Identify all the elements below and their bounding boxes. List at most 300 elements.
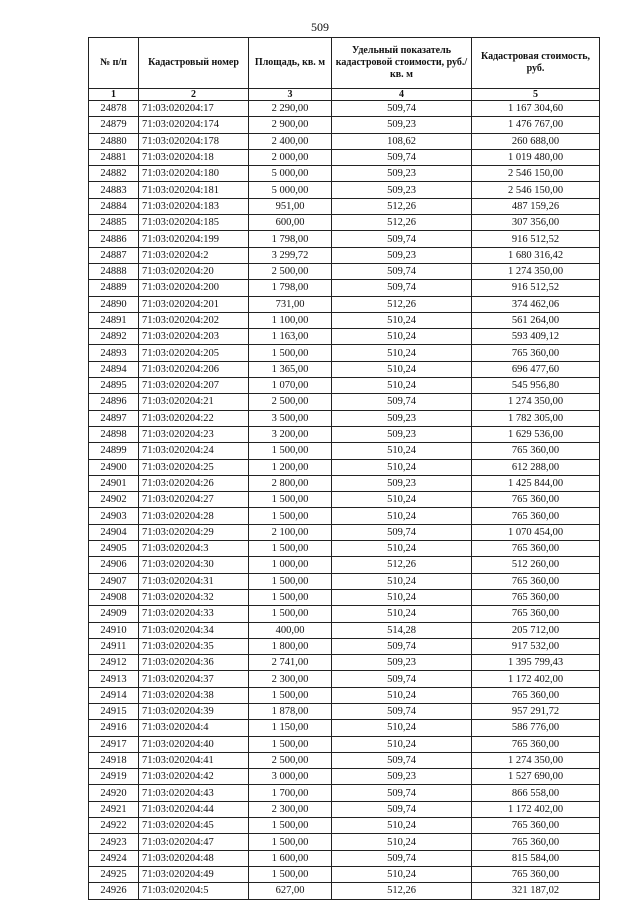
cadastral-value-cell: 307 356,00 (472, 215, 600, 231)
row-number-cell: 24894 (89, 361, 139, 377)
unit-value-cell: 510,24 (332, 443, 472, 459)
cadastral-number-cell: 71:03:020204:185 (139, 215, 249, 231)
table-row (89, 752, 600, 768)
unit-value-cell: 108,62 (332, 133, 472, 149)
unit-value-cell: 509,23 (332, 769, 472, 785)
row-number-cell: 24911 (89, 638, 139, 654)
cadastral-value-cell: 260 688,00 (472, 133, 600, 149)
area-cell: 1 500,00 (249, 866, 332, 882)
area-cell: 1 500,00 (249, 508, 332, 524)
area-cell: 1 000,00 (249, 557, 332, 573)
unit-value-cell: 509,23 (332, 182, 472, 198)
row-number-cell: 24878 (89, 101, 139, 117)
unit-value-cell: 510,24 (332, 736, 472, 752)
cadastral-value-cell: 765 360,00 (472, 818, 600, 834)
table-row (89, 231, 600, 247)
column-number: 3 (249, 89, 332, 101)
area-cell: 1 500,00 (249, 492, 332, 508)
unit-value-cell: 510,24 (332, 589, 472, 605)
table-row (89, 818, 600, 834)
table-row (89, 215, 600, 231)
cadastral-value-cell: 765 360,00 (472, 834, 600, 850)
area-cell: 1 500,00 (249, 687, 332, 703)
area-cell: 1 500,00 (249, 541, 332, 557)
row-number-cell: 24883 (89, 182, 139, 198)
cadastral-value-cell: 2 546 150,00 (472, 166, 600, 182)
area-cell: 3 500,00 (249, 410, 332, 426)
table-row (89, 492, 600, 508)
unit-value-cell: 509,74 (332, 703, 472, 719)
unit-value-cell: 510,24 (332, 541, 472, 557)
table-row (89, 312, 600, 328)
area-cell: 1 100,00 (249, 312, 332, 328)
cadastral-number-cell: 71:03:020204:49 (139, 866, 249, 882)
cadastral-value-cell: 1 172 402,00 (472, 801, 600, 817)
row-number-cell: 24916 (89, 720, 139, 736)
area-cell: 1 500,00 (249, 573, 332, 589)
cadastral-number-cell: 71:03:020204:39 (139, 703, 249, 719)
cadastral-value-cell: 1 395 799,43 (472, 655, 600, 671)
cadastral-number-cell: 71:03:020204:4 (139, 720, 249, 736)
area-cell: 1 600,00 (249, 850, 332, 866)
cadastral-number-cell: 71:03:020204:206 (139, 361, 249, 377)
cadastral-number-cell: 71:03:020204:3 (139, 541, 249, 557)
cadastral-value-cell: 765 360,00 (472, 736, 600, 752)
unit-value-cell: 509,74 (332, 850, 472, 866)
table-row (89, 557, 600, 573)
table-row (89, 801, 600, 817)
unit-value-cell: 514,28 (332, 622, 472, 638)
unit-value-cell: 509,74 (332, 263, 472, 279)
cadastral-value-cell: 696 477,60 (472, 361, 600, 377)
unit-value-cell: 510,24 (332, 329, 472, 345)
area-cell: 1 070,00 (249, 378, 332, 394)
area-cell: 2 500,00 (249, 752, 332, 768)
cadastral-value-cell: 765 360,00 (472, 492, 600, 508)
cadastral-number-cell: 71:03:020204:17 (139, 101, 249, 117)
table-row (89, 149, 600, 165)
table-row (89, 459, 600, 475)
area-cell: 3 000,00 (249, 769, 332, 785)
cadastral-number-cell: 71:03:020204:199 (139, 231, 249, 247)
table-row (89, 703, 600, 719)
row-number-cell: 24923 (89, 834, 139, 850)
row-number-cell: 24910 (89, 622, 139, 638)
table-row (89, 606, 600, 622)
cadastral-value-cell: 765 360,00 (472, 589, 600, 605)
area-cell: 1 163,00 (249, 329, 332, 345)
unit-value-cell: 510,24 (332, 866, 472, 882)
column-number: 4 (332, 89, 472, 101)
table-row (89, 280, 600, 296)
cadastral-value-cell: 205 712,00 (472, 622, 600, 638)
cadastral-number-cell: 71:03:020204:44 (139, 801, 249, 817)
column-number: 5 (472, 89, 600, 101)
cadastral-number-cell: 71:03:020204:21 (139, 394, 249, 410)
unit-value-cell: 510,24 (332, 459, 472, 475)
cadastral-number-cell: 71:03:020204:41 (139, 752, 249, 768)
cadastral-value-cell: 815 584,00 (472, 850, 600, 866)
unit-value-cell: 512,26 (332, 198, 472, 214)
cadastral-value-cell: 765 360,00 (472, 866, 600, 882)
area-cell: 1 500,00 (249, 443, 332, 459)
unit-value-cell: 509,74 (332, 638, 472, 654)
cadastral-number-cell: 71:03:020204:25 (139, 459, 249, 475)
cadastral-number-cell: 71:03:020204:22 (139, 410, 249, 426)
table-row (89, 541, 600, 557)
table-row (89, 834, 600, 850)
cadastral-number-cell: 71:03:020204:202 (139, 312, 249, 328)
area-cell: 2 900,00 (249, 117, 332, 133)
unit-value-cell: 510,24 (332, 492, 472, 508)
cadastral-number-cell: 71:03:020204:45 (139, 818, 249, 834)
cadastral-value-cell: 765 360,00 (472, 573, 600, 589)
cadastral-number-cell: 71:03:020204:24 (139, 443, 249, 459)
row-number-cell: 24900 (89, 459, 139, 475)
row-number-cell: 24887 (89, 247, 139, 263)
cadastral-number-cell: 71:03:020204:31 (139, 573, 249, 589)
table-row (89, 394, 600, 410)
area-cell: 1 200,00 (249, 459, 332, 475)
cadastral-number-cell: 71:03:020204:20 (139, 263, 249, 279)
cadastral-value-cell: 917 532,00 (472, 638, 600, 654)
table-row (89, 508, 600, 524)
row-number-cell: 24915 (89, 703, 139, 719)
cadastral-value-cell: 1 476 767,00 (472, 117, 600, 133)
row-number-cell: 24918 (89, 752, 139, 768)
row-number-cell: 24885 (89, 215, 139, 231)
area-cell: 1 500,00 (249, 834, 332, 850)
header-area: Площадь, кв. м (249, 38, 332, 89)
cadastral-number-cell: 71:03:020204:34 (139, 622, 249, 638)
unit-value-cell: 509,74 (332, 231, 472, 247)
cadastral-number-cell: 71:03:020204:27 (139, 492, 249, 508)
page-number: 509 (311, 20, 329, 34)
unit-value-cell: 509,23 (332, 410, 472, 426)
cadastral-number-cell: 71:03:020204:207 (139, 378, 249, 394)
cadastral-number-cell: 71:03:020204:29 (139, 524, 249, 540)
area-cell: 5 000,00 (249, 166, 332, 182)
table-row (89, 866, 600, 882)
cadastral-value-cell: 1 274 350,00 (472, 394, 600, 410)
table-row (89, 426, 600, 442)
cadastral-value-cell: 593 409,12 (472, 329, 600, 345)
table-row (89, 133, 600, 149)
header-cadastral-number: Кадастровый номер (139, 38, 249, 89)
row-number-cell: 24912 (89, 655, 139, 671)
unit-value-cell: 510,24 (332, 818, 472, 834)
unit-value-cell: 512,26 (332, 296, 472, 312)
area-cell: 627,00 (249, 883, 332, 899)
unit-value-cell: 509,74 (332, 149, 472, 165)
cadastral-value-cell: 2 546 150,00 (472, 182, 600, 198)
cadastral-value-cell: 1 782 305,00 (472, 410, 600, 426)
cadastral-number-cell: 71:03:020204:2 (139, 247, 249, 263)
table-row (89, 622, 600, 638)
area-cell: 2 100,00 (249, 524, 332, 540)
area-cell: 600,00 (249, 215, 332, 231)
cadastral-number-cell: 71:03:020204:205 (139, 345, 249, 361)
cadastral-value-cell: 1 172 402,00 (472, 671, 600, 687)
row-number-cell: 24920 (89, 785, 139, 801)
row-number-cell: 24909 (89, 606, 139, 622)
table-row (89, 655, 600, 671)
cadastral-value-cell: 1 070 454,00 (472, 524, 600, 540)
cadastral-value-cell: 321 187,02 (472, 883, 600, 899)
cadastral-value-cell: 765 360,00 (472, 345, 600, 361)
cadastral-value-cell: 1 274 350,00 (472, 752, 600, 768)
area-cell: 1 500,00 (249, 345, 332, 361)
cadastral-number-cell: 71:03:020204:36 (139, 655, 249, 671)
cadastral-number-cell: 71:03:020204:40 (139, 736, 249, 752)
row-number-cell: 24892 (89, 329, 139, 345)
cadastral-number-cell: 71:03:020204:32 (139, 589, 249, 605)
unit-value-cell: 510,24 (332, 606, 472, 622)
cadastral-value-cell: 545 956,80 (472, 378, 600, 394)
cadastral-value-cell: 1 425 844,00 (472, 475, 600, 491)
unit-value-cell: 510,24 (332, 687, 472, 703)
table-row (89, 769, 600, 785)
table-row (89, 883, 600, 899)
unit-value-cell: 509,23 (332, 247, 472, 263)
table-row (89, 687, 600, 703)
table-row (89, 638, 600, 654)
table-row (89, 345, 600, 361)
cadastral-value-cell: 487 159,26 (472, 198, 600, 214)
area-cell: 1 798,00 (249, 280, 332, 296)
area-cell: 1 365,00 (249, 361, 332, 377)
area-cell: 1 700,00 (249, 785, 332, 801)
unit-value-cell: 510,24 (332, 508, 472, 524)
cadastral-number-cell: 71:03:020204:35 (139, 638, 249, 654)
cadastral-number-cell: 71:03:020204:47 (139, 834, 249, 850)
row-number-cell: 24907 (89, 573, 139, 589)
table-row (89, 361, 600, 377)
row-number-cell: 24888 (89, 263, 139, 279)
cadastral-number-cell: 71:03:020204:174 (139, 117, 249, 133)
cadastral-value-cell: 765 360,00 (472, 606, 600, 622)
row-number-cell: 24882 (89, 166, 139, 182)
table-row (89, 198, 600, 214)
area-cell: 2 741,00 (249, 655, 332, 671)
table-row (89, 720, 600, 736)
area-cell: 1 150,00 (249, 720, 332, 736)
unit-value-cell: 510,24 (332, 345, 472, 361)
table-row (89, 475, 600, 491)
row-number-cell: 24881 (89, 149, 139, 165)
cadastral-value-cell: 765 360,00 (472, 541, 600, 557)
table-row (89, 182, 600, 198)
row-number-cell: 24908 (89, 589, 139, 605)
cadastral-number-cell: 71:03:020204:183 (139, 198, 249, 214)
unit-value-cell: 510,24 (332, 312, 472, 328)
unit-value-cell: 509,23 (332, 117, 472, 133)
row-number-cell: 24889 (89, 280, 139, 296)
row-number-cell: 24890 (89, 296, 139, 312)
unit-value-cell: 509,23 (332, 166, 472, 182)
unit-value-cell: 509,23 (332, 475, 472, 491)
area-cell: 951,00 (249, 198, 332, 214)
area-cell: 1 500,00 (249, 606, 332, 622)
area-cell: 2 500,00 (249, 263, 332, 279)
cadastral-value-cell: 1 680 316,42 (472, 247, 600, 263)
row-number-cell: 24893 (89, 345, 139, 361)
cadastral-value-cell: 1 629 536,00 (472, 426, 600, 442)
cadastral-number-cell: 71:03:020204:178 (139, 133, 249, 149)
row-number-cell: 24925 (89, 866, 139, 882)
table-row (89, 329, 600, 345)
unit-value-cell: 510,24 (332, 361, 472, 377)
area-cell: 1 878,00 (249, 703, 332, 719)
cadastral-number-cell: 71:03:020204:48 (139, 850, 249, 866)
cadastral-value-cell: 765 360,00 (472, 687, 600, 703)
column-number: 1 (89, 89, 139, 101)
area-cell: 1 500,00 (249, 736, 332, 752)
unit-value-cell: 509,74 (332, 752, 472, 768)
table-row (89, 736, 600, 752)
row-number-cell: 24904 (89, 524, 139, 540)
row-number-cell: 24891 (89, 312, 139, 328)
area-cell: 1 500,00 (249, 818, 332, 834)
unit-value-cell: 510,24 (332, 834, 472, 850)
cadastral-number-cell: 71:03:020204:37 (139, 671, 249, 687)
cadastral-value-cell: 916 512,52 (472, 280, 600, 296)
cadastral-number-cell: 71:03:020204:33 (139, 606, 249, 622)
table-row (89, 573, 600, 589)
cadastral-value-cell: 1 274 350,00 (472, 263, 600, 279)
table-row (89, 785, 600, 801)
row-number-cell: 24895 (89, 378, 139, 394)
row-number-cell: 24879 (89, 117, 139, 133)
unit-value-cell: 510,24 (332, 378, 472, 394)
unit-value-cell: 509,74 (332, 671, 472, 687)
area-cell: 3 299,72 (249, 247, 332, 263)
row-number-cell: 24901 (89, 475, 139, 491)
table-row (89, 589, 600, 605)
row-number-cell: 24880 (89, 133, 139, 149)
table-row (89, 296, 600, 312)
header-row-number: № п/п (89, 38, 139, 89)
cadastral-value-cell: 1 019 480,00 (472, 149, 600, 165)
cadastral-value-cell: 1 527 690,00 (472, 769, 600, 785)
unit-value-cell: 512,26 (332, 215, 472, 231)
area-cell: 2 000,00 (249, 149, 332, 165)
unit-value-cell: 509,74 (332, 101, 472, 117)
area-cell: 400,00 (249, 622, 332, 638)
cadastral-number-cell: 71:03:020204:38 (139, 687, 249, 703)
cadastral-number-cell: 71:03:020204:18 (139, 149, 249, 165)
unit-value-cell: 509,74 (332, 394, 472, 410)
row-number-cell: 24905 (89, 541, 139, 557)
table-row (89, 247, 600, 263)
cadastral-value-cell: 866 558,00 (472, 785, 600, 801)
cadastral-number-cell: 71:03:020204:200 (139, 280, 249, 296)
area-cell: 2 300,00 (249, 671, 332, 687)
header-cadastral-value: Кадастровая стоимость, руб. (472, 38, 600, 89)
row-number-cell: 24924 (89, 850, 139, 866)
row-number-cell: 24926 (89, 883, 139, 899)
cadastral-number-cell: 71:03:020204:23 (139, 426, 249, 442)
row-number-cell: 24897 (89, 410, 139, 426)
cadastral-table (88, 37, 600, 900)
row-number-cell: 24896 (89, 394, 139, 410)
area-cell: 2 300,00 (249, 801, 332, 817)
area-cell: 1 800,00 (249, 638, 332, 654)
table-row (89, 378, 600, 394)
row-number-cell: 24913 (89, 671, 139, 687)
unit-value-cell: 510,24 (332, 720, 472, 736)
unit-value-cell: 509,23 (332, 655, 472, 671)
cadastral-value-cell: 957 291,72 (472, 703, 600, 719)
row-number-cell: 24884 (89, 198, 139, 214)
row-number-cell: 24914 (89, 687, 139, 703)
cadastral-number-cell: 71:03:020204:30 (139, 557, 249, 573)
unit-value-cell: 509,74 (332, 280, 472, 296)
cadastral-value-cell: 1 167 304,60 (472, 101, 600, 117)
cadastral-value-cell: 561 264,00 (472, 312, 600, 328)
cadastral-value-cell: 512 260,00 (472, 557, 600, 573)
area-cell: 731,00 (249, 296, 332, 312)
row-number-cell: 24919 (89, 769, 139, 785)
area-cell: 2 800,00 (249, 475, 332, 491)
table-row (89, 117, 600, 133)
table-row (89, 101, 600, 117)
cadastral-number-cell: 71:03:020204:26 (139, 475, 249, 491)
row-number-cell: 24922 (89, 818, 139, 834)
table-row (89, 263, 600, 279)
row-number-cell: 24898 (89, 426, 139, 442)
unit-value-cell: 512,26 (332, 557, 472, 573)
table-row (89, 166, 600, 182)
row-number-cell: 24906 (89, 557, 139, 573)
area-cell: 1 798,00 (249, 231, 332, 247)
table-header-row (89, 38, 600, 89)
column-number-row (89, 89, 600, 101)
table-row (89, 443, 600, 459)
cadastral-value-cell: 374 462,06 (472, 296, 600, 312)
cadastral-value-cell: 612 288,00 (472, 459, 600, 475)
cadastral-value-cell: 586 776,00 (472, 720, 600, 736)
row-number-cell: 24899 (89, 443, 139, 459)
cadastral-value-cell: 916 512,52 (472, 231, 600, 247)
header-unit-value: Удельный показатель кадастровой стоимости, руб./кв. м (332, 38, 472, 89)
cadastral-number-cell: 71:03:020204:42 (139, 769, 249, 785)
row-number-cell: 24917 (89, 736, 139, 752)
cadastral-number-cell: 71:03:020204:201 (139, 296, 249, 312)
unit-value-cell: 512,26 (332, 883, 472, 899)
cadastral-number-cell: 71:03:020204:180 (139, 166, 249, 182)
row-number-cell: 24886 (89, 231, 139, 247)
table-row (89, 850, 600, 866)
cadastral-number-cell: 71:03:020204:43 (139, 785, 249, 801)
area-cell: 2 290,00 (249, 101, 332, 117)
cadastral-number-cell: 71:03:020204:28 (139, 508, 249, 524)
column-number: 2 (139, 89, 249, 101)
area-cell: 2 400,00 (249, 133, 332, 149)
cadastral-number-cell: 71:03:020204:203 (139, 329, 249, 345)
table-row (89, 524, 600, 540)
cadastral-number-cell: 71:03:020204:5 (139, 883, 249, 899)
unit-value-cell: 509,74 (332, 785, 472, 801)
table-body (89, 101, 600, 900)
area-cell: 5 000,00 (249, 182, 332, 198)
unit-value-cell: 510,24 (332, 573, 472, 589)
cadastral-value-cell: 765 360,00 (472, 443, 600, 459)
cadastral-number-cell: 71:03:020204:181 (139, 182, 249, 198)
area-cell: 1 500,00 (249, 589, 332, 605)
unit-value-cell: 509,74 (332, 801, 472, 817)
area-cell: 2 500,00 (249, 394, 332, 410)
